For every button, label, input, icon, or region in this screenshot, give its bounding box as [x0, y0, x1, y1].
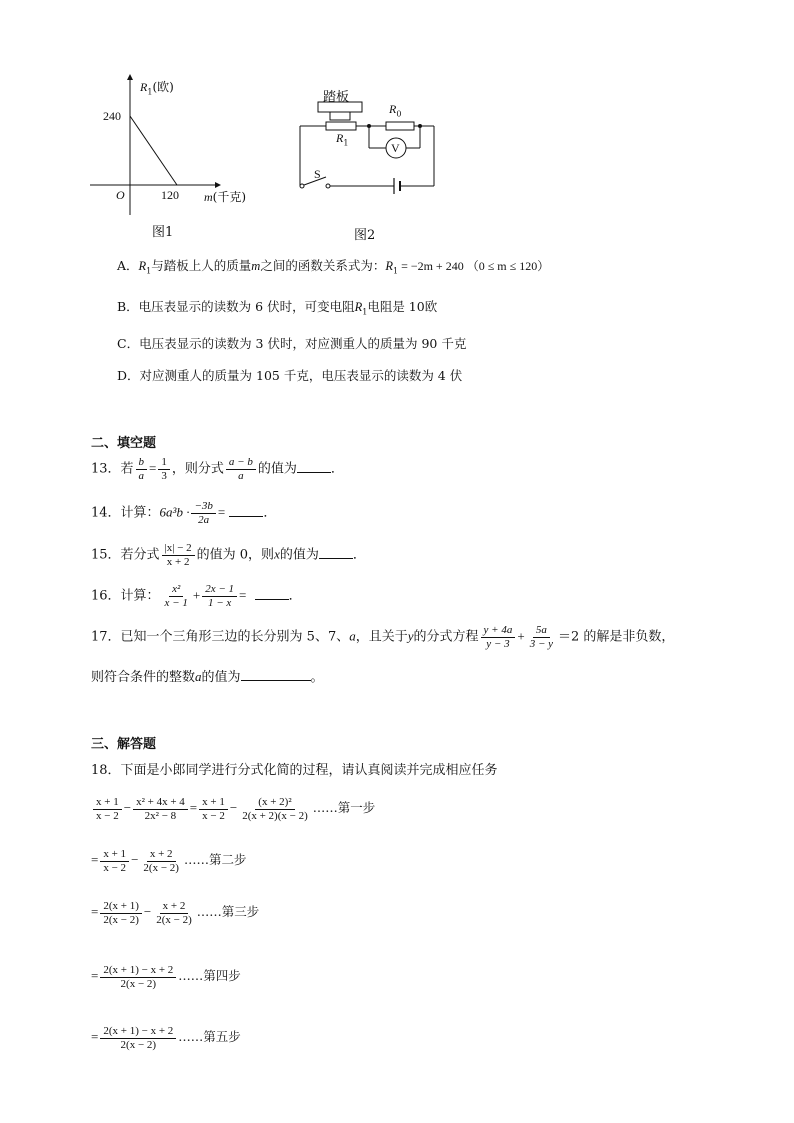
question-17-line1: 17．已知一个三角形三边的长分别为 5、7、a，且关于y的分式方程 $\frac{y + 4a}{y - 3}$ + $\frac{5a}{3 - y}$ ＝2 的解是非负数，	[91, 624, 675, 650]
answer-blank[interactable]	[229, 516, 263, 517]
section2-title: 二、填空题	[91, 436, 157, 451]
answer-blank[interactable]	[241, 680, 311, 681]
step-4: = $\frac{2(x + 1) - x + 2}{2(x - 2)}$ ……第四步	[91, 964, 241, 990]
figure2-caption: 图2	[354, 228, 376, 243]
question-15: 15．若分式 $\frac{|x| - 2}{x + 2}$ 的值为 0，则x的值为 ．	[91, 542, 366, 568]
question-17-line2: 则符合条件的整数a的值为 。	[91, 669, 324, 685]
figure2-switch-label: S	[314, 167, 321, 181]
question-14: 14．计算：6a³b · $\frac{-3b}{2a}$ = ．	[91, 500, 277, 526]
option-c: C．电压表显示的读数为 3 伏时，对应测重人的质量为 90 千克	[117, 336, 467, 351]
figure2-voltmeter-label: V	[391, 141, 400, 155]
step-3: = $\frac{2(x + 1)}{2(x - 2)}$ − $\frac{x + 2}{2(x - 2)}$ ……第三步	[91, 900, 260, 926]
figure2-r0-label: $R_0$	[389, 102, 402, 119]
figure1-caption: 图1	[152, 225, 174, 240]
option-b: B．电压表显示的读数为 6 伏时，可变电阻$R_1$电阻是 10欧	[117, 299, 438, 317]
figure1-x-label: m(千克)	[204, 190, 247, 204]
figure2-pedal-label: 踏板	[323, 90, 350, 105]
option-a: A．$R_1$与踏板上人的质量m之间的函数关系式为：$R_1 = -2m + 240$ （0 ≤ m ≤ 120）	[117, 258, 550, 276]
option-d: D．对应测重人的质量为 105 千克，电压表显示的读数为 4 伏	[117, 368, 463, 383]
step-5: = $\frac{2(x + 1) - x + 2}{2(x - 2)}$ ……第五步	[91, 1025, 241, 1051]
figure2-circuit	[290, 80, 450, 200]
step-1: $\frac{x + 1}{x - 2}$ − $\frac{\text{x² + 4x + 4}}{\text{2x² − 8}}$ = $\frac{x + 1}{x - 2}$ − $\frac{\text{(x + 2)²}}{2(x + 2)(x - 2)}$ ……第一步	[91, 796, 375, 822]
question-13: 13．若 $\frac{b}{a}$ = $\frac{1}{3}$ ，则分式 $\frac{a - b}{a}$ 的值为 ．	[91, 456, 344, 482]
figure1-y-tick: 240	[103, 109, 121, 123]
figure1-y-label: $R_1$(欧)	[140, 80, 174, 97]
question-16: 16．计算： $\frac{\text{x²}}{x - 1}$ + $\frac{2x - 1}{1 - x}$ = ．	[91, 583, 302, 609]
figure2-r1-label: $R_1$	[336, 131, 349, 148]
section3-title: 三、解答题	[91, 737, 157, 752]
figure1-origin: O	[116, 188, 125, 202]
question-18: 18．下面是小郎同学进行分式化简的过程，请认真阅读并完成相应任务	[91, 763, 498, 778]
answer-blank[interactable]	[319, 558, 353, 559]
step-2: = $\frac{x + 1}{x - 2}$ − $\frac{x + 2}{2(x - 2)}$ ……第二步	[91, 848, 247, 874]
figure1-x-tick: 120	[161, 188, 179, 202]
answer-blank[interactable]	[297, 472, 331, 473]
answer-blank[interactable]	[255, 599, 289, 600]
